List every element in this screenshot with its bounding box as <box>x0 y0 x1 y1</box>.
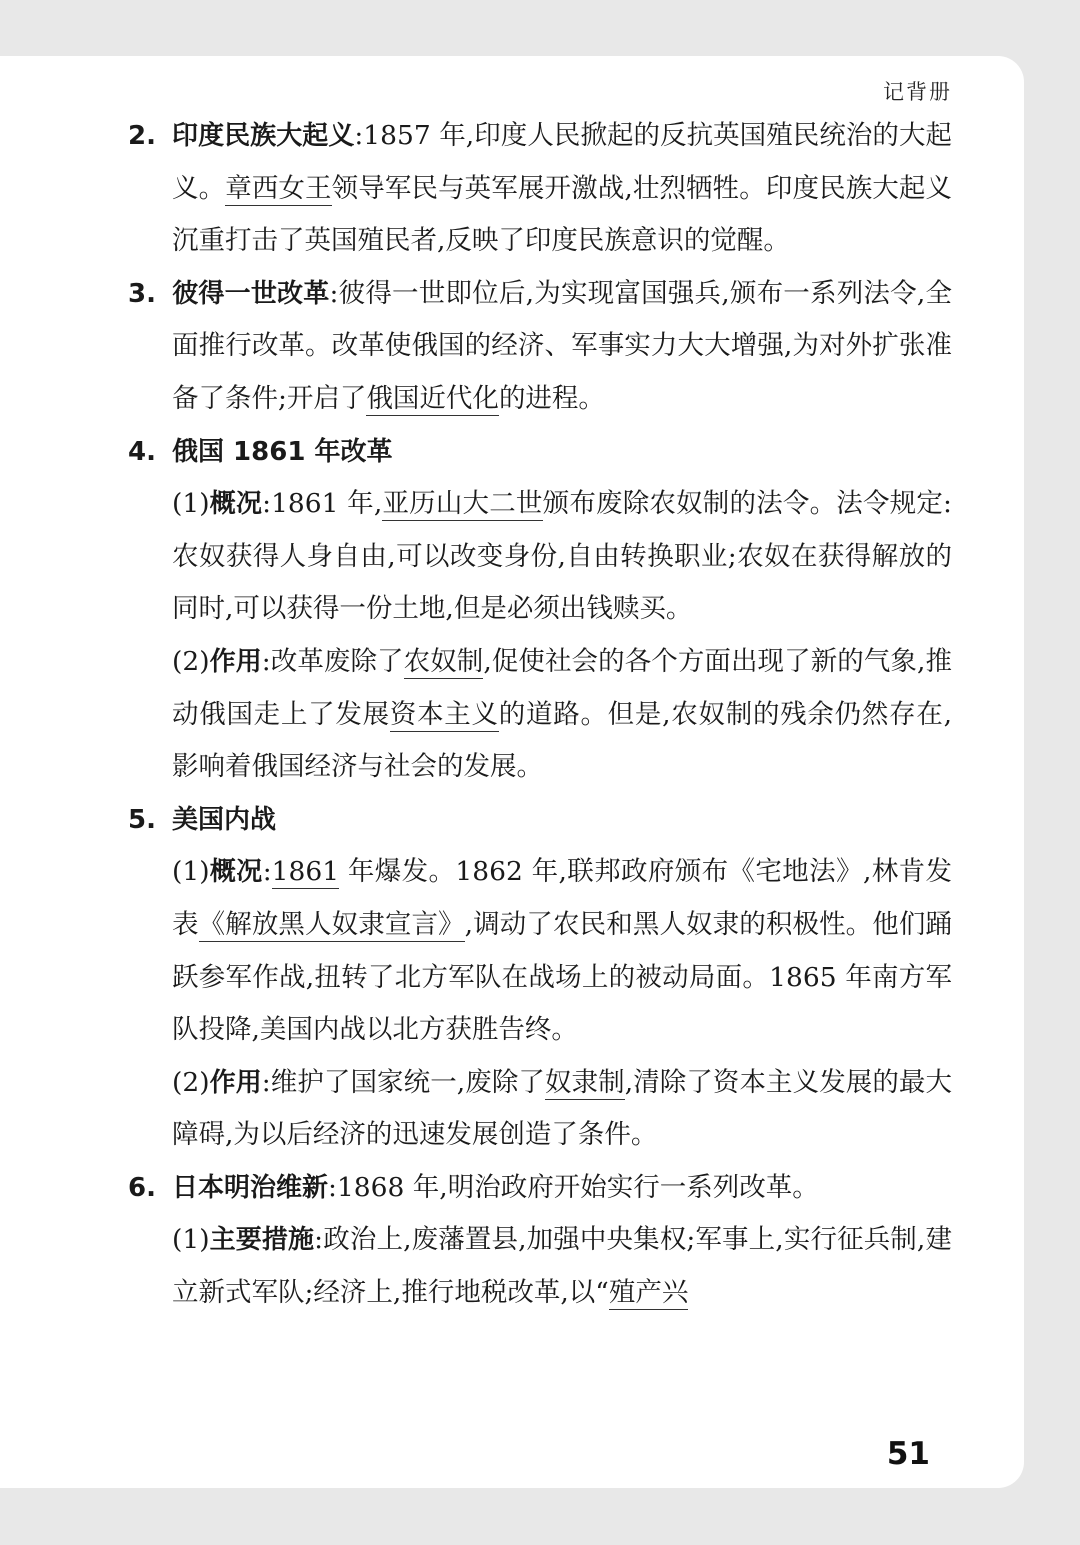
key-term: 俄国近代化 <box>366 382 499 414</box>
point-heading: 概况 <box>209 489 263 520</box>
item-text: 的进程。 <box>498 382 605 414</box>
point-text: :政治上,废藩置县,加强中央集权;军事上,实行征兵制,建立新式军队;经济上,推行地税改革,以“ <box>172 1224 952 1309</box>
point-text: 年爆发。1862 年,联邦政府颁布《宅地法》,林肯发表 <box>172 856 952 940</box>
item-5-point-2 <box>122 1057 952 1162</box>
document-page <box>0 56 1024 1488</box>
item-number: 3. <box>128 278 156 309</box>
point-text: 的道路。但是,农奴制的残余仍然存在,影响着俄国经济与社会的发展。 <box>172 698 953 783</box>
point-text: :维护了国家统一,废除了 <box>261 1066 545 1098</box>
key-term: 章西女王 <box>225 172 332 204</box>
key-term: 殖产兴 <box>608 1277 689 1309</box>
point-text: 颁布废除农奴制的法令。法令规定:农奴获得人身自由,可以改变身份,自由转换职业;农奴在获得解放的同时,可以获得一份土地,但是必须出钱赎买。 <box>172 488 952 625</box>
item-number: 5. <box>128 804 156 835</box>
item-text: :1868 年,明治政府开始实行一系列改革。 <box>328 1171 819 1203</box>
point-text: ,促使社会的各个方面出现了新的气象,推动俄国走上了发展 <box>172 645 952 730</box>
key-term: 农奴制 <box>403 645 484 677</box>
point-text: :改革废除了 <box>261 645 404 677</box>
point-heading: 主要措施 <box>209 1225 315 1256</box>
item-text: :彼得一世即位后,为实现富国强兵,颁布一系列法令,全面推行改革。改革使俄国的经济、军事实力大大增强,为对外扩张准备了条件;开启了 <box>172 277 952 414</box>
key-term: 1861 <box>271 856 340 888</box>
point-text: :1861 年, <box>262 488 383 520</box>
key-term: 亚历山大二世 <box>382 488 543 520</box>
item-6-point-1 <box>122 1214 952 1319</box>
item-text: :1857 年,印度人民掀起的反抗英国殖民统治的大起义。 <box>172 120 952 204</box>
item-number: 6. <box>128 1172 156 1203</box>
point-heading: 作用 <box>209 646 262 677</box>
item-5-point-1 <box>122 846 952 1056</box>
point-label: (2) <box>172 1066 210 1098</box>
item-heading: 印度民族大起义 <box>172 121 355 151</box>
item-text: 领导军民与英军展开激战,壮烈牺牲。印度民族大起义沉重打击了英国殖民者,反映了印度民族意识的觉醒。 <box>172 172 953 257</box>
key-term: 《解放黑人奴隶宣言》 <box>198 908 465 940</box>
item-4 <box>122 426 952 479</box>
point-text: ,调动了农民和黑人奴隶的积极性。他们踊跃参军作战,扭转了北方军队在战场上的被动局面。1865 年南方军队投降,美国内战以北方获胜告终。 <box>172 908 952 1046</box>
key-term: 奴隶制 <box>544 1066 625 1098</box>
section-header: 记背册 <box>883 80 952 104</box>
item-number: 4. <box>128 436 156 467</box>
item-heading: 彼得一世改革 <box>172 278 330 309</box>
item-4-point-1 <box>122 478 952 636</box>
page-number: 51 <box>886 1436 930 1472</box>
page-content <box>122 110 952 1320</box>
point-text: ,清除了资本主义发展的最大障碍,为以后经济的迅速发展创造了条件。 <box>172 1066 952 1151</box>
point-text: : <box>262 856 272 888</box>
key-term: 资本主义 <box>389 698 499 730</box>
item-title: 俄国 1861 年改革 <box>172 436 393 467</box>
point-label: (2) <box>172 645 210 677</box>
point-label: (1) <box>172 856 210 888</box>
item-heading: 日本明治维新 <box>172 1172 329 1203</box>
item-3 <box>122 268 952 426</box>
point-heading: 概况 <box>209 857 263 888</box>
item-6 <box>122 1162 952 1215</box>
point-label: (1) <box>172 1224 210 1256</box>
point-label: (1) <box>172 488 210 520</box>
item-number: 2. <box>128 121 156 151</box>
item-title: 美国内战 <box>172 804 277 835</box>
item-5 <box>122 794 952 847</box>
point-heading: 作用 <box>209 1067 262 1098</box>
item-4-point-2 <box>122 636 952 794</box>
item-2 <box>122 110 952 268</box>
